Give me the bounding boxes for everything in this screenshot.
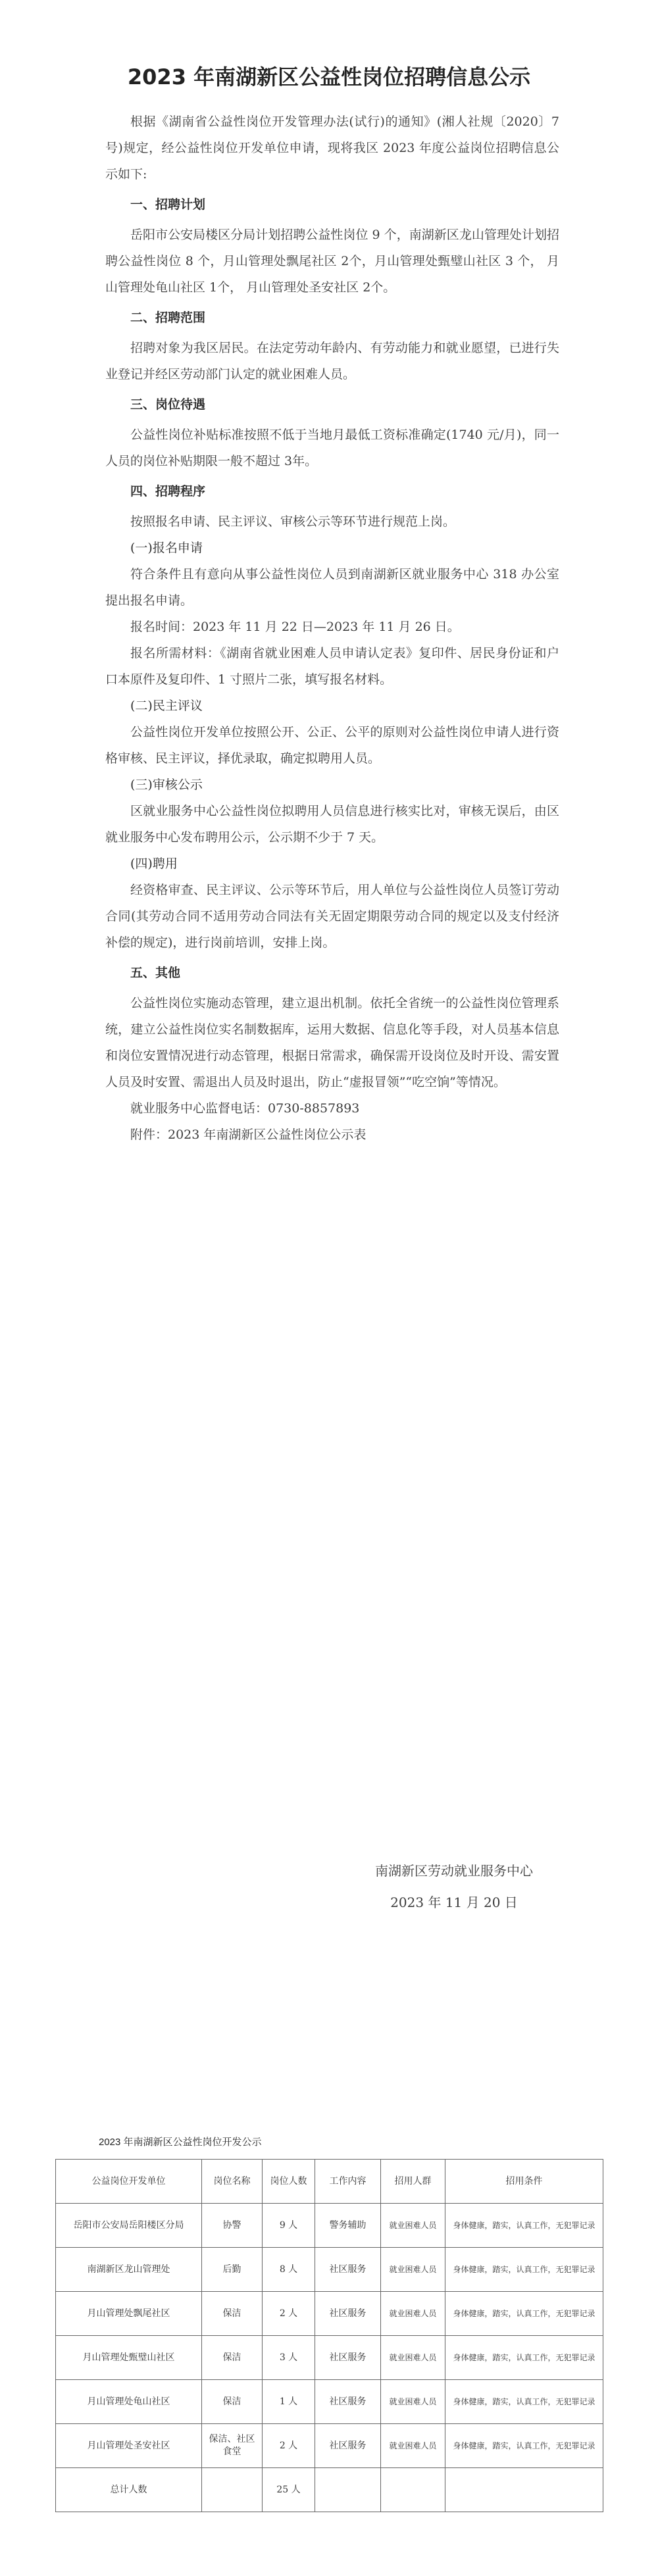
signature-org: 南湖新区劳动就业服务中心 xyxy=(375,1863,533,1879)
cell-employer: 月山管理处圣安社区 xyxy=(56,2424,202,2468)
table-row xyxy=(56,2424,603,2468)
subsection-heading-review: (二)民主评议 xyxy=(130,699,203,713)
section-heading-pay: 三、岗位待遇 xyxy=(130,397,206,412)
attachment-note: 附件：2023 年南湖新区公益性岗位公示表 xyxy=(130,1127,367,1142)
total-label: 总计人数 xyxy=(56,2468,202,2512)
cell-employer: 月山管理处飘尾社区 xyxy=(56,2292,202,2336)
cell-requirements: 身体健康，踏实，认真工作，无犯罪记录 xyxy=(445,2248,603,2292)
cell-position: 后勤 xyxy=(202,2248,263,2292)
subsection-heading-hire: (四)聘用 xyxy=(130,856,178,871)
cell-duties: 警务辅助 xyxy=(315,2204,381,2248)
cell-requirements: 身体健康，踏实，认真工作，无犯罪记录 xyxy=(445,2336,603,2380)
header-position: 岗位名称 xyxy=(202,2160,263,2204)
cell-requirements: 身体健康，踏实，认真工作，无犯罪记录 xyxy=(445,2292,603,2336)
apply-paragraph-2: 报名时间：2023 年 11 月 22 日—2023 年 11 月 26 日。 xyxy=(130,620,460,634)
section-text-scope: 招聘对象为我区居民。在法定劳动年龄内、有劳动能力和就业愿望，已进行失业登记并经区劳动部门认定的就业困难人员。 xyxy=(105,341,559,382)
cell-employer: 月山管理处龟山社区 xyxy=(56,2380,202,2424)
table-row xyxy=(56,2336,603,2380)
header-target-group: 招用人群 xyxy=(381,2160,445,2204)
total-empty-cell xyxy=(315,2468,381,2512)
header-duties: 工作内容 xyxy=(315,2160,381,2204)
cell-count: 8 人 xyxy=(263,2248,315,2292)
section-heading-plan: 一、招聘计划 xyxy=(130,197,206,212)
apply-paragraph-3: 报名所需材料：《湖南省就业困难人员申请认定表》复印件、居民身份证和户口本原件及复印件、1 寸照片二张，填写报名材料。 xyxy=(105,646,559,687)
table-row xyxy=(56,2204,603,2248)
cell-duties: 社区服务 xyxy=(315,2336,381,2380)
signature-block xyxy=(329,1855,579,1918)
cell-count: 2 人 xyxy=(263,2292,315,2336)
section-heading-procedure: 四、招聘程序 xyxy=(130,484,206,499)
document-body xyxy=(105,109,559,1148)
cell-target-group: 就业困难人员 xyxy=(381,2336,445,2380)
cell-requirements: 身体健康，踏实，认真工作，无犯罪记录 xyxy=(445,2424,603,2468)
total-value: 25 人 xyxy=(263,2468,315,2512)
table-row xyxy=(56,2248,603,2292)
table-header-row xyxy=(56,2160,603,2204)
header-count: 岗位人数 xyxy=(263,2160,315,2204)
cell-position: 保洁、社区食堂 xyxy=(202,2424,263,2468)
intro-paragraph: 根据《湖南省公益性岗位开发管理办法(试行)的通知》(湘人社规〔2020〕7 号)规定，经公益性岗位开发单位申请，现将我区 2023 年度公益岗位招聘信息公示如下: xyxy=(105,114,559,182)
header-employer: 公益岗位开发单位 xyxy=(56,2160,202,2204)
apply-paragraph-1: 符合条件且有意向从事公益性岗位人员到南湖新区就业服务中心 318 办公室提出报名申请。 xyxy=(105,567,559,608)
supervision-phone: 就业服务中心监督电话：0730-8857893 xyxy=(130,1101,360,1116)
cell-duties: 社区服务 xyxy=(315,2292,381,2336)
cell-count: 3 人 xyxy=(263,2336,315,2380)
cell-employer: 岳阳市公安局岳阳楼区分局 xyxy=(56,2204,202,2248)
cell-target-group: 就业困难人员 xyxy=(381,2380,445,2424)
hire-paragraph: 经资格审查、民主评议、公示等环节后，用人单位与公益性岗位人员签订劳动合同(其劳动合同不适用劳动合同法有关无固定期限劳动合同的规定以及支付经济补偿的规定)，进行岗前培训，安排上岗。 xyxy=(105,883,559,950)
cell-duties: 社区服务 xyxy=(315,2248,381,2292)
section-heading-scope: 二、招聘范围 xyxy=(130,310,206,325)
cell-employer: 月山管理处甄璧山社区 xyxy=(56,2336,202,2380)
total-empty-cell xyxy=(202,2468,263,2512)
section-text-other: 公益性岗位实施动态管理，建立退出机制。依托全省统一的公益性岗位管理系统，建立公益性岗位实名制数据库，运用大数据、信息化等手段，对人员基本信息和岗位安置情况进行动态管理，根据日常需求，确保需开设岗位及时开设、需安置人员及时安置、需退出人员及时退出，防止“虚报冒领”“吃空饷”等情况。 xyxy=(105,996,559,1089)
cell-duties: 社区服务 xyxy=(315,2424,381,2468)
cell-requirements: 身体健康，踏实，认真工作，无犯罪记录 xyxy=(445,2380,603,2424)
publicity-paragraph: 区就业服务中心公益性岗位拟聘用人员信息进行核实比对，审核无误后，由区就业服务中心发布聘用公示，公示期不少于 7 天。 xyxy=(105,804,559,845)
cell-target-group: 就业困难人员 xyxy=(381,2424,445,2468)
section-text-procedure: 按照报名申请、民主评议、审核公示等环节进行规范上岗。 xyxy=(130,514,456,529)
cell-duties: 社区服务 xyxy=(315,2380,381,2424)
cell-target-group: 就业困难人员 xyxy=(381,2204,445,2248)
cell-count: 1 人 xyxy=(263,2380,315,2424)
section-text-plan: 岳阳市公安局楼区分局计划招聘公益性岗位 9 个，南湖新区龙山管理处计划招聘公益性岗位 8 个，月山管理处飘尾社区 2个，月山管理处甄璧山社区 3 个， 月山管理处龟山社区 1个， 月山管理处圣安社区 2个。 xyxy=(105,228,559,295)
table-title: 2023 年南湖新区公益性岗位开发公示 xyxy=(99,2137,262,2148)
subsection-heading-apply: (一)报名申请 xyxy=(130,541,203,555)
table-row xyxy=(56,2380,603,2424)
signature-date: 2023 年 11 月 20 日 xyxy=(390,1895,518,1910)
total-empty-cell xyxy=(381,2468,445,2512)
document-title: 2023 年南湖新区公益性岗位招聘信息公示 xyxy=(127,64,531,89)
header-requirements: 招用条件 xyxy=(445,2160,603,2204)
cell-position: 保洁 xyxy=(202,2336,263,2380)
cell-position: 保洁 xyxy=(202,2380,263,2424)
cell-target-group: 就业困难人员 xyxy=(381,2248,445,2292)
cell-position: 保洁 xyxy=(202,2292,263,2336)
section-heading-other: 五、其他 xyxy=(130,966,181,980)
table-row xyxy=(56,2292,603,2336)
total-empty-cell xyxy=(445,2468,603,2512)
cell-target-group: 就业困难人员 xyxy=(381,2292,445,2336)
cell-employer: 南湖新区龙山管理处 xyxy=(56,2248,202,2292)
positions-table xyxy=(55,2159,603,2512)
cell-count: 9 人 xyxy=(263,2204,315,2248)
cell-requirements: 身体健康，踏实，认真工作，无犯罪记录 xyxy=(445,2204,603,2248)
review-paragraph: 公益性岗位开发单位按照公开、公正、公平的原则对公益性岗位申请人进行资格审核、民主评议，择优录取，确定拟聘用人员。 xyxy=(105,725,559,766)
table-total-row xyxy=(56,2468,603,2512)
cell-count: 2 人 xyxy=(263,2424,315,2468)
cell-position: 协警 xyxy=(202,2204,263,2248)
section-text-pay: 公益性岗位补贴标准按照不低于当地月最低工资标准确定(1740 元/月)，同一人员的岗位补贴期限一般不超过 3年。 xyxy=(105,428,559,468)
subsection-heading-publicity: (三)审核公示 xyxy=(130,778,203,792)
